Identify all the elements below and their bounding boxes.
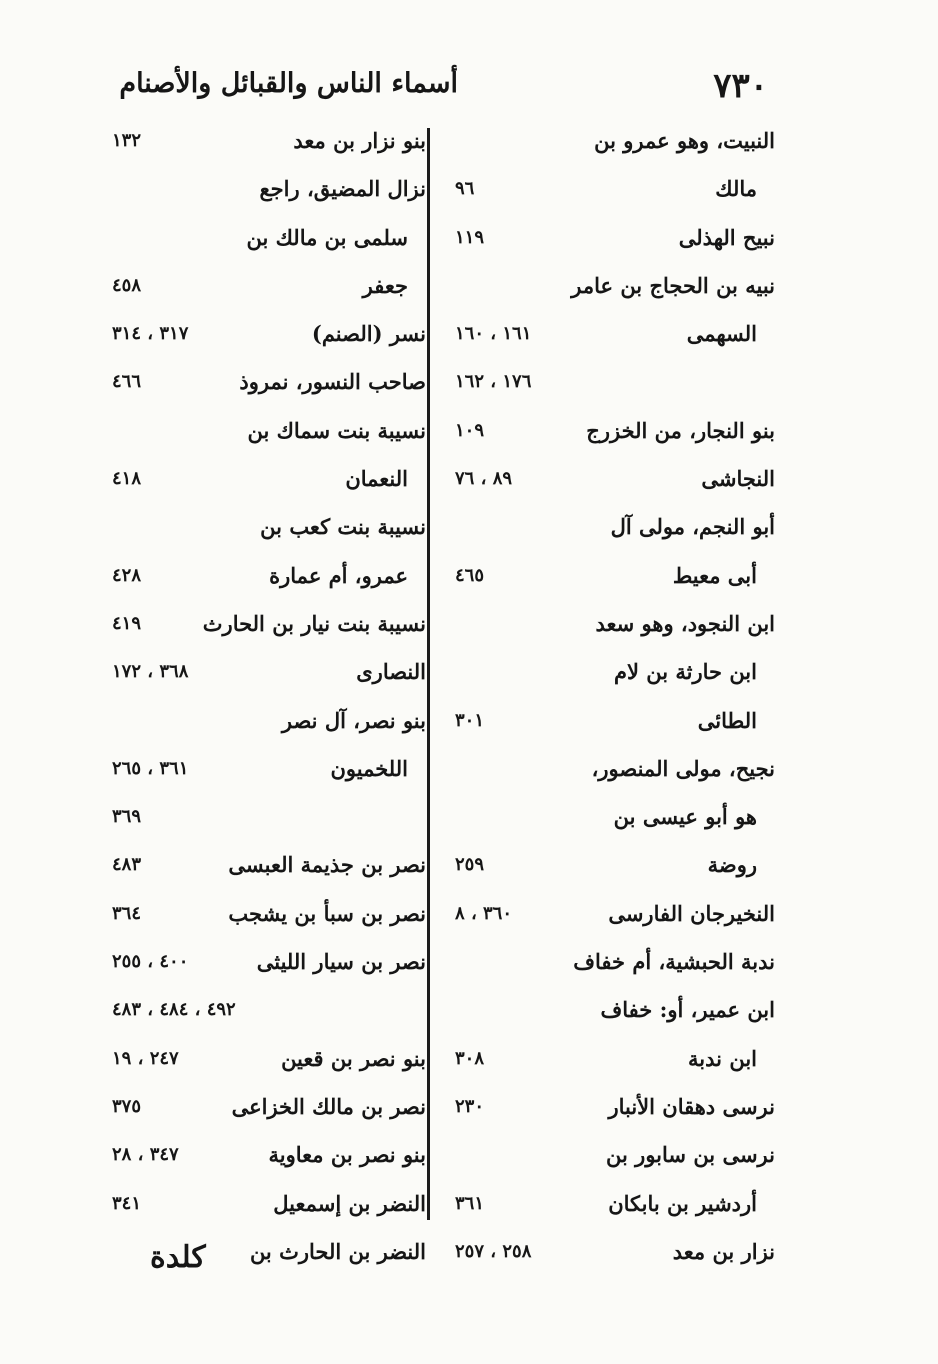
index-entry xyxy=(108,605,426,653)
entry-name: ابن عمير، أو: خفاف xyxy=(600,997,775,1023)
entry-name: النصارى xyxy=(356,659,426,685)
entry-name: النعمان xyxy=(345,466,408,492)
entry-name: النبيت، وهو عمرو بن xyxy=(594,128,775,153)
entry-name: اللخميون xyxy=(330,755,408,781)
index-entry xyxy=(108,653,426,701)
entry-name: نسيبة بنت نيار بن الحارث xyxy=(202,610,426,636)
entry-page-refs: ٤٩٢ ، ٤٨٤ ، ٤٨٣ xyxy=(112,999,236,1021)
entry-name: نسيبة بنت سماك بن xyxy=(247,417,426,443)
index-column-right xyxy=(455,122,775,1281)
entry-page-refs: ٣٦١ ، ٢٦٥ xyxy=(112,757,189,779)
entry-name: نصر بن مالك الخزاعى xyxy=(231,1093,426,1119)
index-entry xyxy=(108,219,426,267)
entry-name: جعفر xyxy=(362,272,408,298)
index-entry xyxy=(108,170,426,218)
index-entry xyxy=(455,750,775,798)
entry-page-refs: ٤٥٨ xyxy=(112,274,142,296)
entry-page-refs: ٣٠١ xyxy=(455,709,485,731)
page-number: ٧٣٠ xyxy=(713,66,768,106)
index-entry xyxy=(455,846,775,894)
index-entry xyxy=(108,267,426,315)
entry-name: نصر بن سبأ بن يشجب xyxy=(228,900,426,926)
index-entry xyxy=(455,170,775,218)
entry-name: نرسى دهقان الأنبار xyxy=(608,1093,775,1119)
entry-page-refs: ٤٦٦ xyxy=(112,371,142,393)
entry-name: نصر بن سيار الليثى xyxy=(256,949,426,975)
index-entry xyxy=(455,653,775,701)
entry-name: بنو نصر، آل نصر xyxy=(281,707,426,733)
index-entry xyxy=(108,557,426,605)
entry-page-refs: ٣٦١ xyxy=(455,1192,485,1214)
entry-name: ابن النجود، وهو سعد xyxy=(595,610,775,636)
entry-page-refs: ٤٠٠ ، ٢٥٥ xyxy=(112,951,189,973)
index-entry xyxy=(455,267,775,315)
entry-name: مالك xyxy=(715,176,757,202)
entry-name: نزال المضيق، راجع xyxy=(259,176,426,202)
entry-page-refs: ٤١٨ xyxy=(112,468,142,490)
index-entry xyxy=(108,702,426,750)
index-entry xyxy=(455,315,775,363)
entry-name: بنو النجار، من الخزرج xyxy=(586,417,775,443)
index-entry xyxy=(455,412,775,460)
entry-page-refs: ٣٠٨ xyxy=(455,1047,485,1069)
entry-page-refs: ١٦١ ، ١٦٠ xyxy=(455,323,532,345)
index-entry xyxy=(455,557,775,605)
entry-name: أبو النجم، مولى آل xyxy=(610,514,775,540)
index-entry xyxy=(455,1233,775,1281)
entry-name: النخيرجان الفارسى xyxy=(608,900,775,926)
index-entry xyxy=(455,1185,775,1233)
entry-name: ابن حارثة بن لام xyxy=(613,659,757,685)
entry-page-refs: ٨٩ ، ٧٦ xyxy=(455,468,513,490)
index-entry xyxy=(108,460,426,508)
index-entry xyxy=(108,1040,426,1088)
entry-page-refs: ٤٨٣ xyxy=(112,854,142,876)
entry-page-refs: ١٣٢ xyxy=(112,130,142,151)
entry-name: عمرو، أم عمارة xyxy=(269,562,408,588)
index-entry xyxy=(455,702,775,750)
entry-name: نبيه بن الحجاج بن عامر xyxy=(571,272,775,298)
entry-page-refs: ٣٤٧ ، ٢٨ xyxy=(112,1144,179,1166)
index-entry xyxy=(108,315,426,363)
entry-name: بنو نصر بن معاوية xyxy=(268,1142,426,1168)
entry-name: النضر بن الحارث بن xyxy=(249,1238,426,1264)
entry-name: نبيح الهذلى xyxy=(678,224,775,250)
entry-name: بنو نصر بن قعين xyxy=(281,1045,426,1071)
index-entry xyxy=(455,1088,775,1136)
index-entry xyxy=(108,991,426,1039)
entry-page-refs: ٣٦٠ ، ٨ xyxy=(455,902,513,924)
entry-page-refs: ٤٦٥ xyxy=(455,564,485,586)
column-divider xyxy=(427,128,430,1220)
index-entry xyxy=(455,943,775,991)
entry-name: هو أبو عيسى بن xyxy=(613,804,757,830)
entry-name: أردشير بن بابكان xyxy=(608,1190,757,1216)
entry-page-refs: ٣٤١ xyxy=(112,1192,142,1214)
entry-name: نزار بن معد xyxy=(672,1238,775,1264)
entry-page-refs: ٢٥٩ xyxy=(455,854,485,876)
entry-name: النجاشى xyxy=(701,466,775,492)
index-entry xyxy=(455,1040,775,1088)
entry-name: نصر بن جذيمة العبسى xyxy=(228,852,426,878)
index-entry xyxy=(108,122,426,170)
entry-name: صاحب النسور، نمروذ xyxy=(239,369,426,395)
running-header-title: أسماء الناس والقبائل والأصنام xyxy=(119,68,458,99)
index-entry xyxy=(455,605,775,653)
entry-page-refs: ١١٩ xyxy=(455,226,485,248)
index-entry xyxy=(108,412,426,460)
entry-page-refs: ٢٤٧ ، ١٩ xyxy=(112,1047,179,1069)
index-entry xyxy=(108,1136,426,1184)
index-entry xyxy=(108,363,426,411)
entry-page-refs: ٣١٧ ، ٣١٤ xyxy=(112,323,189,345)
index-entry xyxy=(455,508,775,556)
entry-name: نرسى بن سابور بن xyxy=(606,1142,775,1168)
entry-name: أبى معيط xyxy=(672,562,757,588)
entry-page-refs: ٤١٩ xyxy=(112,612,142,634)
index-entry xyxy=(455,991,775,1039)
entry-page-refs: ٤٢٨ xyxy=(112,564,142,586)
entry-name: بنو نزار بن معد xyxy=(293,128,426,153)
entry-name: السهمى xyxy=(686,321,757,347)
index-entry xyxy=(108,798,426,846)
entry-page-refs: ٢٣٠ xyxy=(455,1095,485,1117)
entry-page-refs: ١٧٦ ، ١٦٢ xyxy=(455,371,532,393)
index-entry xyxy=(455,798,775,846)
index-entry xyxy=(108,508,426,556)
entry-name: النضر بن إسمعيل xyxy=(273,1190,426,1216)
index-entry xyxy=(455,219,775,267)
entry-page-refs: ١٠٩ xyxy=(455,419,485,441)
entry-page-refs: ٢٥٨ ، ٢٥٧ xyxy=(455,1240,532,1262)
entry-name: ندبة الحبشية، أم خفاف xyxy=(573,949,775,975)
entry-name: نسيبة بنت كعب بن xyxy=(260,514,426,540)
entry-name: ابن ندبة xyxy=(688,1045,757,1071)
index-entry xyxy=(455,1136,775,1184)
index-entry xyxy=(455,460,775,508)
index-entry xyxy=(108,1088,426,1136)
index-entry xyxy=(108,846,426,894)
entry-name: نسر (الصنم) xyxy=(311,321,426,347)
entry-name: نجيح، مولى المنصور، xyxy=(591,755,775,781)
entry-page-refs: ٣٦٤ xyxy=(112,902,142,924)
index-entry xyxy=(108,943,426,991)
entry-name: الطائى xyxy=(697,707,757,733)
index-entry xyxy=(108,1185,426,1233)
catchword: كلدة xyxy=(150,1240,206,1275)
index-column-left xyxy=(108,122,426,1281)
entry-page-refs: ٣٦٩ xyxy=(112,806,142,828)
index-entry xyxy=(455,122,775,170)
entry-name: سلمى بن مالك بن xyxy=(246,224,408,250)
index-entry xyxy=(455,363,775,411)
entry-page-refs: ٣٦٨ ، ١٧٢ xyxy=(112,661,189,683)
index-entry xyxy=(108,895,426,943)
entry-page-refs: ٣٧٥ xyxy=(112,1095,142,1117)
index-entry xyxy=(455,895,775,943)
entry-page-refs: ٩٦ xyxy=(455,178,475,200)
index-entry xyxy=(108,750,426,798)
entry-name: روضة xyxy=(707,852,757,878)
